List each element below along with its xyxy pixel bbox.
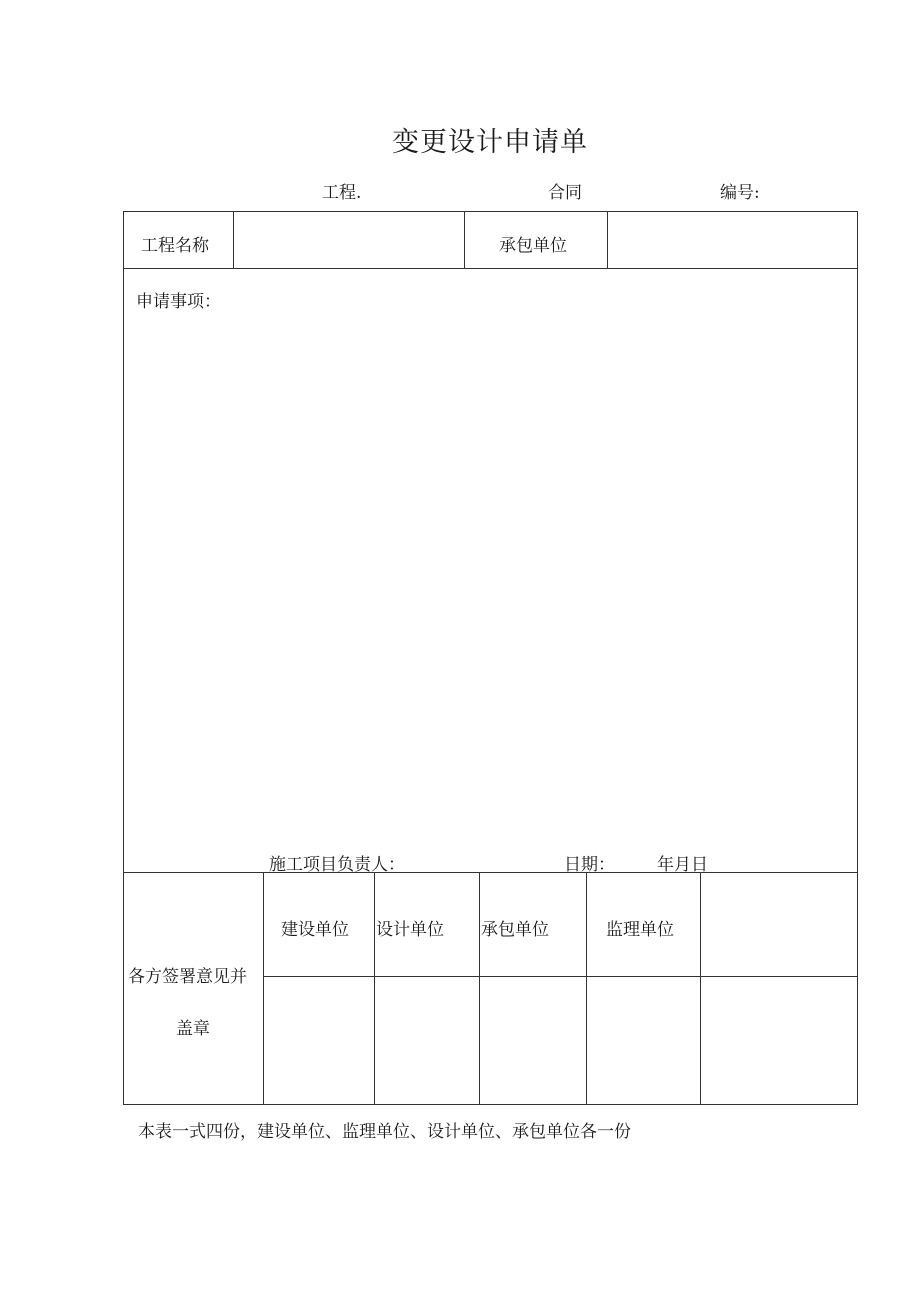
row-divider-middle [124,872,857,873]
request-form-table [123,211,858,1105]
sig-field-design[interactable] [375,977,479,1104]
sig-col-contractor: 承包单位 [481,920,549,940]
footer-note: 本表一式四份，建设单位、监理单位、设计单位、承包单位各一份 [138,1122,631,1142]
date-suffix: 年月日 [657,855,708,875]
sig-col-construction: 建设单位 [281,920,349,940]
sig-field-supervision[interactable] [587,977,700,1104]
signature-label-line1: 各方签署意见并 [128,967,247,987]
col-divider-2 [464,212,465,268]
project-manager-label: 施工项目负责人： [269,855,405,875]
form-title: 变更设计申请单 [392,127,588,158]
sig-col-design: 设计单位 [376,920,444,940]
contractor-field[interactable] [608,212,857,268]
project-meta-label: 工程. [322,183,362,203]
sig-field-construction[interactable] [264,977,374,1104]
sig-col-divider-5 [700,872,701,1104]
project-name-field[interactable] [234,212,464,268]
row-divider-top [124,268,857,269]
signature-label-line2: 盖章 [176,1019,210,1039]
request-items-field[interactable] [124,312,857,842]
request-items-label: 申请事项： [136,292,221,312]
sig-col-supervision: 监理单位 [606,920,674,940]
number-meta-label: 编号: [720,183,760,203]
sig-field-contractor[interactable] [480,977,586,1104]
date-label: 日期： [564,855,615,875]
contractor-label: 承包单位 [499,236,567,256]
project-name-label: 工程名称 [141,236,209,256]
contract-meta-label: 合同 [548,183,582,203]
